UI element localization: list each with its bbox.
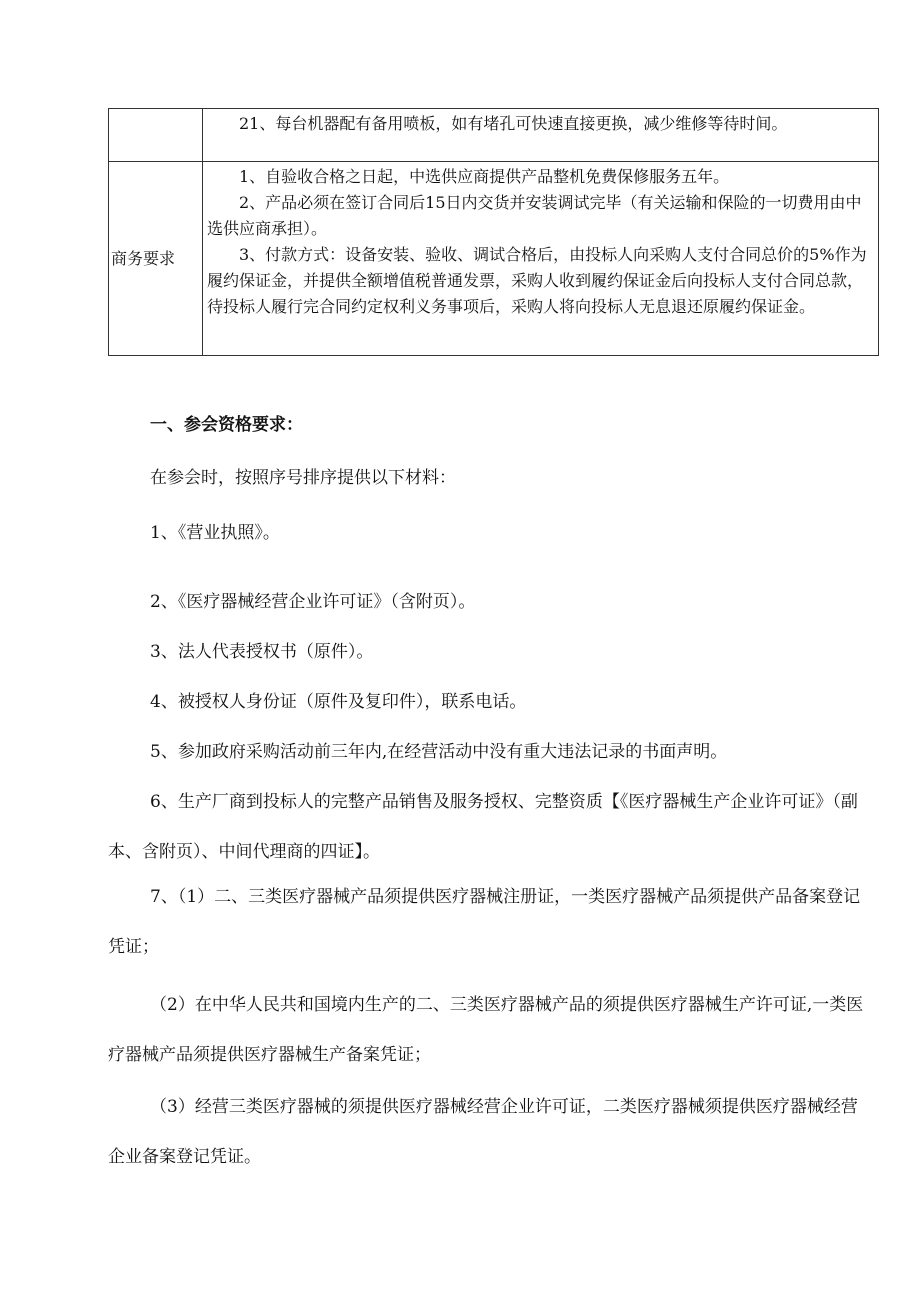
table-content-cell [203,109,879,162]
list-item: （2）在中华人民共和国境内生产的二、三类医疗器械产品的须提供医疗器械生产许可证,一类医疗器械产品须提供医疗器械生产备案凭证； [108,995,864,1065]
list-item: 5、参加政府采购活动前三年内,在经营活动中没有重大违法记录的书面声明。 [150,742,728,762]
section-intro: 在参会时，按照序号排序提供以下材料： [150,468,456,488]
table-row [109,109,879,162]
table-label-cell [109,109,203,162]
table-label-cell [109,162,203,356]
list-item: 7、（1）二、三类医疗器械产品须提供医疗器械注册证，一类医疗器械产品须提供产品备案登记凭证； [108,887,861,957]
business-item-3: 3、付款方式：设备安装、验收、调试合格后，由投标人向采购人支付合同总价的5%作为履约保证金，并提供全额增值税普通发票，采购人收到履约保证金后向投标人支付合同总款，待投标人履行完合同约定权利义务事项后，采购人将向投标人无息退还原履约保证金。 [207,245,867,316]
list-item: 6、生产厂商到投标人的完整产品销售及服务授权、完整资质【《医疗器械生产企业许可证》（副本、含附页）、中间代理商的四证】。 [108,792,858,862]
list-item: 2、《医疗器械经营企业许可证》（含附页）。 [150,592,476,612]
business-item-1: 1、自验收合格之日起，中选供应商提供产品整机免费保修服务五年。 [239,167,730,186]
section-heading: 一、参会资格要求： [150,415,303,435]
list-item: 3、法人代表授权书（原件）。 [150,642,374,662]
spec-item-21: 21、每台机器配有备用喷板，如有堵孔可快速直接更换，减少维修等待时间。 [239,114,788,133]
business-requirements-label: 商务要求 [111,248,176,268]
business-item-2: 2、产品必须在签订合同后15日内交货并安装调试完毕（有关运输和保险的一切费用由中选供应商承担）。 [207,193,862,238]
list-item: 1、《营业执照》。 [150,523,280,543]
table-content-cell [203,162,879,356]
requirements-table [108,108,879,356]
table-row [109,162,879,356]
list-item: 4、被授权人身份证（原件及复印件），联系电话。 [150,692,527,712]
list-item: （3）经营三类医疗器械的须提供医疗器械经营企业许可证，二类医疗器械须提供医疗器械经营企业备案登记凭证。 [108,1097,858,1167]
